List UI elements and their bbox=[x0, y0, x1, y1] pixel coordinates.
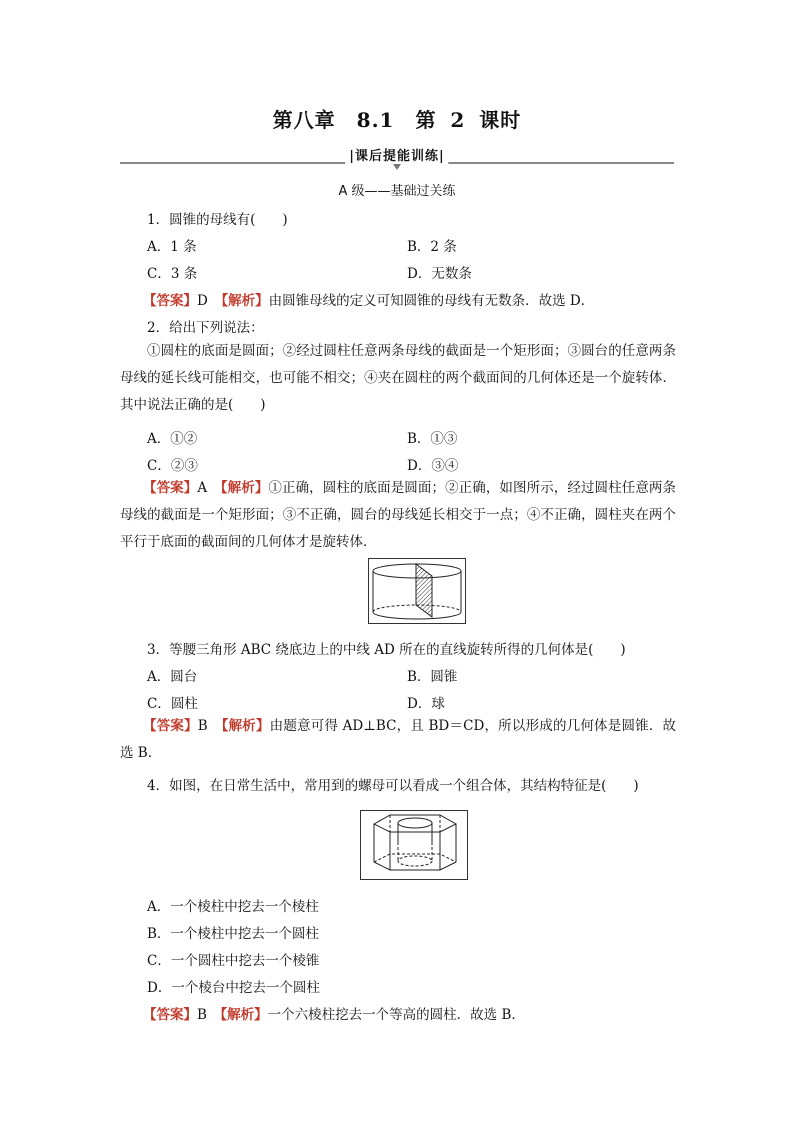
answer-tag: 【答案】 bbox=[143, 1007, 197, 1023]
q1-stem: 1．圆锥的母线有( ) bbox=[147, 212, 288, 228]
level-heading: A 级——基础过关练 bbox=[338, 184, 456, 199]
q1-option-d: D．无数条 bbox=[407, 266, 472, 282]
q4-stem: 4．如图，在日常生活中，常用到的螺母可以看成一个组合体，其结构特征是( ) bbox=[147, 778, 639, 794]
q2-answer-block bbox=[120, 475, 676, 556]
page-title: 第八章 8.1 第 2 课时 bbox=[272, 108, 522, 132]
q1-answer-line bbox=[143, 289, 594, 309]
analysis-tag: 【解析】 bbox=[220, 1007, 268, 1023]
q4-answer-line bbox=[143, 1003, 525, 1023]
q3-option-a: A．圆台 bbox=[147, 669, 198, 685]
q2-option-b: B．①③ bbox=[407, 431, 458, 447]
q4-option-a: A．一个棱柱中挖去一个棱柱 bbox=[147, 899, 319, 915]
banner-triangle-icon bbox=[393, 164, 401, 170]
analysis-tag: 【解析】 bbox=[220, 480, 269, 496]
answer-tag: 【答案】 bbox=[143, 718, 198, 734]
hex-nut-figure bbox=[360, 810, 468, 880]
q3-answer-block bbox=[120, 713, 676, 767]
q1-option-b: B．2 条 bbox=[407, 239, 457, 255]
q1-option-c: C．3 条 bbox=[147, 266, 198, 282]
q3-stem: 3．等腰三角形 ABC 绕底边上的中线 AD 所在的直线旋转所得的几何体是( ) bbox=[147, 642, 626, 658]
banner-text: 课后提能训练 bbox=[354, 149, 440, 164]
q1-answer: D bbox=[197, 293, 208, 309]
q1-analysis: 由圆锥母线的定义可知圆锥的母线有无数条．故选 D． bbox=[268, 293, 595, 309]
q4-option-c: C．一个圆柱中挖去一个棱锥 bbox=[147, 953, 320, 969]
q4-answer: B bbox=[197, 1007, 207, 1023]
q4-option-b: B．一个棱柱中挖去一个圆柱 bbox=[147, 926, 319, 942]
analysis-tag: 【解析】 bbox=[221, 293, 269, 309]
q3-answer: B bbox=[197, 718, 208, 734]
q2-body: ①圆柱的底面是圆面；②经过圆柱任意两条母线的截面是一个矩形面；③圆台的任意两条母线的延长线可能相交，也可能不相交；④夹在圆柱的两个截面间的几何体还是一个旋转体．其中说法正确的是( ) bbox=[120, 343, 676, 413]
q1-option-a: A．1 条 bbox=[147, 239, 197, 255]
analysis-tag: 【解析】 bbox=[221, 718, 270, 734]
q3-option-c: C．圆柱 bbox=[147, 696, 198, 712]
q2-analysis: ①正确，圆柱的底面是圆面；②正确，如图所示，经过圆柱任意两条母线的截面是一个矩形面；③不正确，圆台的母线延长相交于一点；④不正确，圆柱夹在两个平行于底面的截面间的几何体才是旋转体． bbox=[120, 480, 677, 550]
q3-analysis: 由题意可得 AD⊥BC，且 BD＝CD，所以形成的几何体是圆锥．故选 B． bbox=[120, 718, 677, 761]
q2-stem: 2．给出下列说法： bbox=[147, 320, 264, 336]
q3-option-d: D．球 bbox=[407, 696, 445, 712]
banner-label: |课后提能训练| bbox=[345, 145, 448, 164]
q2-option-a: A．①② bbox=[147, 431, 198, 447]
answer-tag: 【答案】 bbox=[143, 293, 197, 309]
section-banner bbox=[120, 145, 674, 175]
q2-answer: A bbox=[197, 480, 208, 496]
answer-tag: 【答案】 bbox=[143, 480, 198, 496]
cylinder-section-figure bbox=[368, 558, 466, 624]
q3-option-b: B．圆锥 bbox=[407, 669, 458, 685]
q4-analysis: 一个六棱柱挖去一个等高的圆柱．故选 B． bbox=[267, 1007, 525, 1023]
q4-option-d: D．一个棱台中挖去一个圆柱 bbox=[147, 980, 320, 996]
q2-option-d: D．③④ bbox=[407, 458, 459, 474]
q2-option-c: C．②③ bbox=[147, 458, 198, 474]
